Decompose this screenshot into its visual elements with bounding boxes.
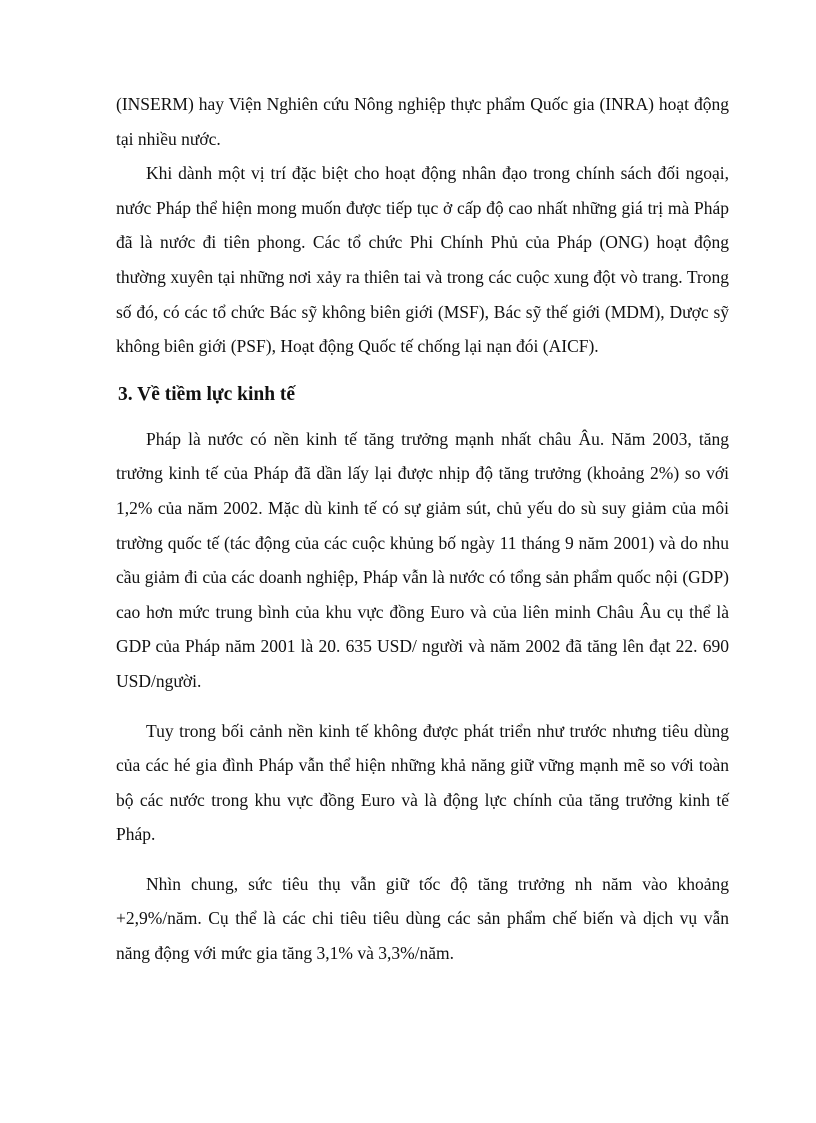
document-body xyxy=(116,87,729,971)
section-heading-economy: 3. Về tiềm lực kinh tế xyxy=(118,383,296,405)
paragraph-household-consumption: Tuy trong bối cảnh nền kinh tế không được phát triển như trước nhưng tiêu dùng của các hé gia đình Pháp vẫn thể hiện những khả năng giữ vững mạnh mẽ so với toàn bộ các nước trong khu vực đồng Euro và là động lực chính của tăng trưởng kinh tế Pháp. xyxy=(116,720,729,845)
paragraph-continuation: (INSERM) hay Viện Nghiên cứu Nông nghiệp thực phẩm Quốc gia (INRA) hoạt động tại nhiều nước. xyxy=(116,94,729,149)
paragraph-economic-growth: Pháp là nước có nền kinh tế tăng trưởng mạnh nhất châu Âu. Năm 2003, tăng trưởng kinh tế của Pháp đã dần lấy lại được nhịp độ tăng trưởng (khoảng 2%) so với 1,2% của năm 2002. Mặc dù kinh tế có sự giảm sút, chủ yếu do sù suy giảm của môi trường quốc tế (tác động của các cuộc khủng bố ngày 11 tháng 9 năm 2001) và do nhu cầu giảm đi của các doanh nghiệp, Pháp vẫn là nước có tổng sản phẩm quốc nội (GDP) cao hơn mức trung bình của khu vực đồng Euro và của liên minh Châu Âu cụ thể là GDP của Pháp năm 2001 là 20. 635 USD/ người và năm 2002 đã tăng lên đạt 22. 690 USD/người. xyxy=(116,428,729,691)
paragraph-consumption-rate: Nhìn chung, sức tiêu thụ vẫn giữ tốc độ tăng trưởng nh năm vào khoảng +2,9%/năm. Cụ thể là các chi tiêu tiêu dùng các sản phẩm chế biến và dịch vụ vẫn năng động với mức gia tăng 3,1% và 3,3%/năm. xyxy=(116,873,729,964)
paragraph-humanitarian: Khi dành một vị trí đặc biệt cho hoạt động nhân đạo trong chính sách đối ngoại, nước Pháp thể hiện mong muốn được tiếp tục ở cấp độ cao nhất những giá trị mà Pháp đã là nước đi tiên phong. Các tổ chức Phi Chính Phủ của Pháp (ONG) hoạt động thường xuyên tại những nơi xảy ra thiên tai và trong các cuộc xung đột vò trang. Trong số đó, có các tổ chức Bác sỹ không biên giới (MSF), Bác sỹ thế giới (MDM), Dược sỹ không biên giới (PSF), Hoạt động Quốc tế chống lại nạn đói (AICF). xyxy=(116,163,729,357)
